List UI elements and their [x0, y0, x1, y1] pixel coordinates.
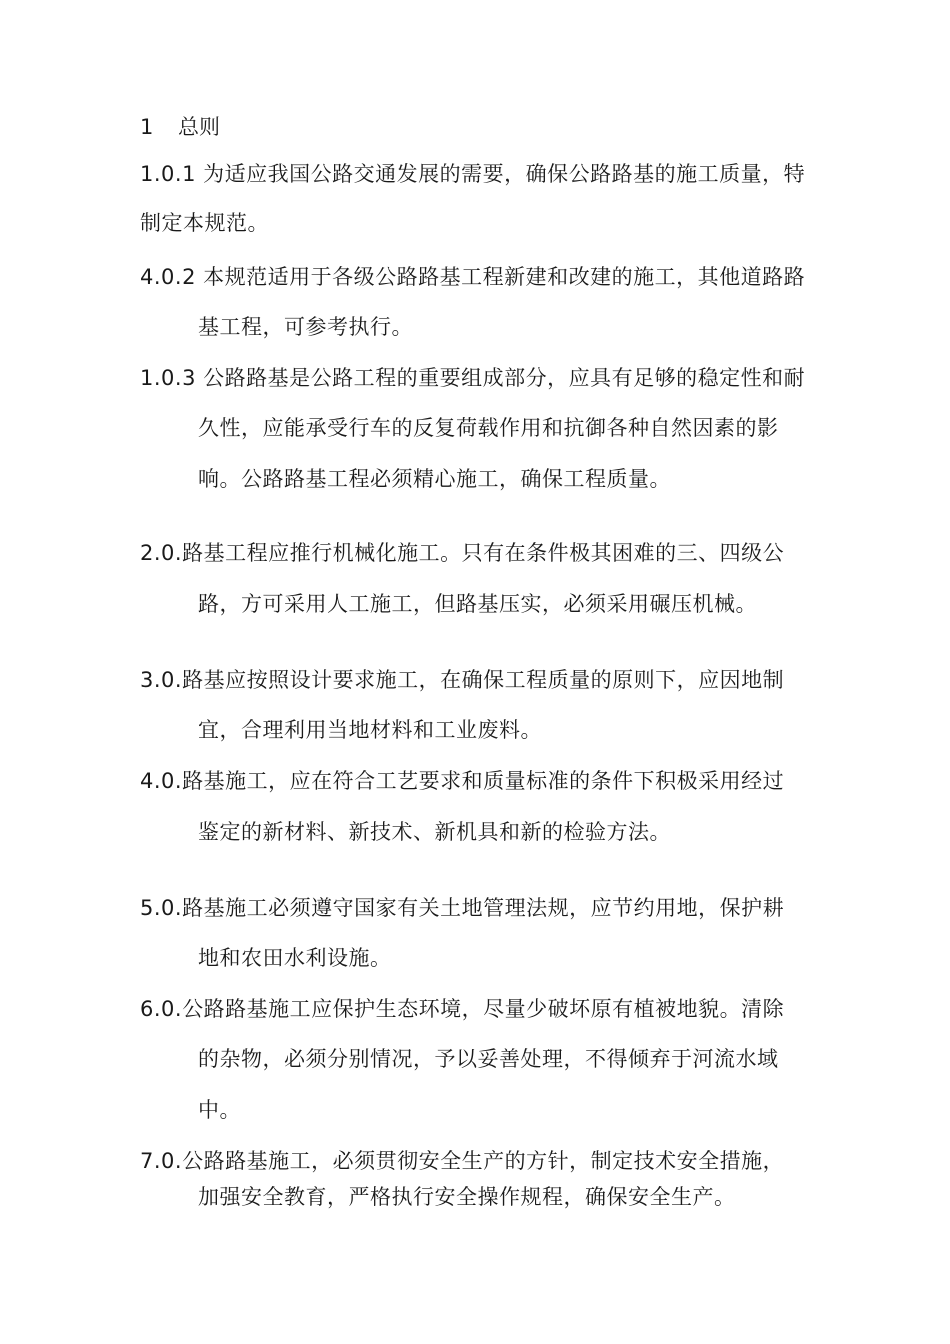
clause-6-0-line-3: 中。 — [198, 1098, 241, 1122]
clause-1-0-3-line-2: 久性，应能承受行车的反复荷载作用和抗御各种自然因素的影 — [198, 416, 779, 440]
clause-6-0-line-1: 6.0.公路路基施工应保护生态环境，尽量少破坏原有植被地貌。清除 — [140, 997, 785, 1021]
clause-1-0-1-line-1: 1.0.1 为适应我国公路交通发展的需要，确保公路路基的施工质量，特 — [140, 162, 806, 186]
clause-7-0-line-2: 加强安全教育，严格执行安全操作规程，确保安全生产。 — [198, 1185, 736, 1209]
clause-5-0-line-2: 地和农田水利设施。 — [198, 946, 392, 970]
clause-1-0-3-line-1: 1.0.3 公路路基是公路工程的重要组成部分，应具有足够的稳定性和耐 — [140, 366, 806, 390]
clause-3-0-line-1: 3.0.路基应按照设计要求施工，在确保工程质量的原则下，应因地制 — [140, 668, 785, 692]
clause-7-0-line-1: 7.0.公路路基施工，必须贯彻安全生产的方针，制定技术安全措施， — [140, 1149, 785, 1173]
clause-6-0-line-2: 的杂物，必须分别情况，予以妥善处理，不得倾弃于河流水域 — [198, 1047, 779, 1071]
section-heading — [140, 112, 220, 142]
section-number: 1 — [140, 115, 154, 139]
section-title: 总则 — [178, 115, 220, 139]
clause-4-0-2-line-1: 4.0.2 本规范适用于各级公路路基工程新建和改建的施工，其他道路路 — [140, 265, 806, 289]
clause-1-0-3-line-3: 响。公路路基工程必须精心施工，确保工程质量。 — [198, 467, 671, 491]
clause-4-0-2-line-2: 基工程，可参考执行。 — [198, 315, 413, 339]
clause-2-0-line-2: 路，方可采用人工施工，但路基压实，必须采用碾压机械。 — [198, 592, 757, 616]
clause-3-0-line-2: 宜，合理利用当地材料和工业废料。 — [198, 718, 542, 742]
clause-4-0-line-1: 4.0.路基施工，应在符合工艺要求和质量标准的条件下积极采用经过 — [140, 769, 785, 793]
clause-2-0-line-1: 2.0.路基工程应推行机械化施工。只有在条件极其困难的三、四级公 — [140, 541, 785, 565]
clause-1-0-1-line-2: 制定本规范。 — [140, 211, 269, 235]
clause-5-0-line-1: 5.0.路基施工必须遵守国家有关土地管理法规，应节约用地，保护耕 — [140, 896, 785, 920]
clause-4-0-line-2: 鉴定的新材料、新技术、新机具和新的检验方法。 — [198, 820, 671, 844]
